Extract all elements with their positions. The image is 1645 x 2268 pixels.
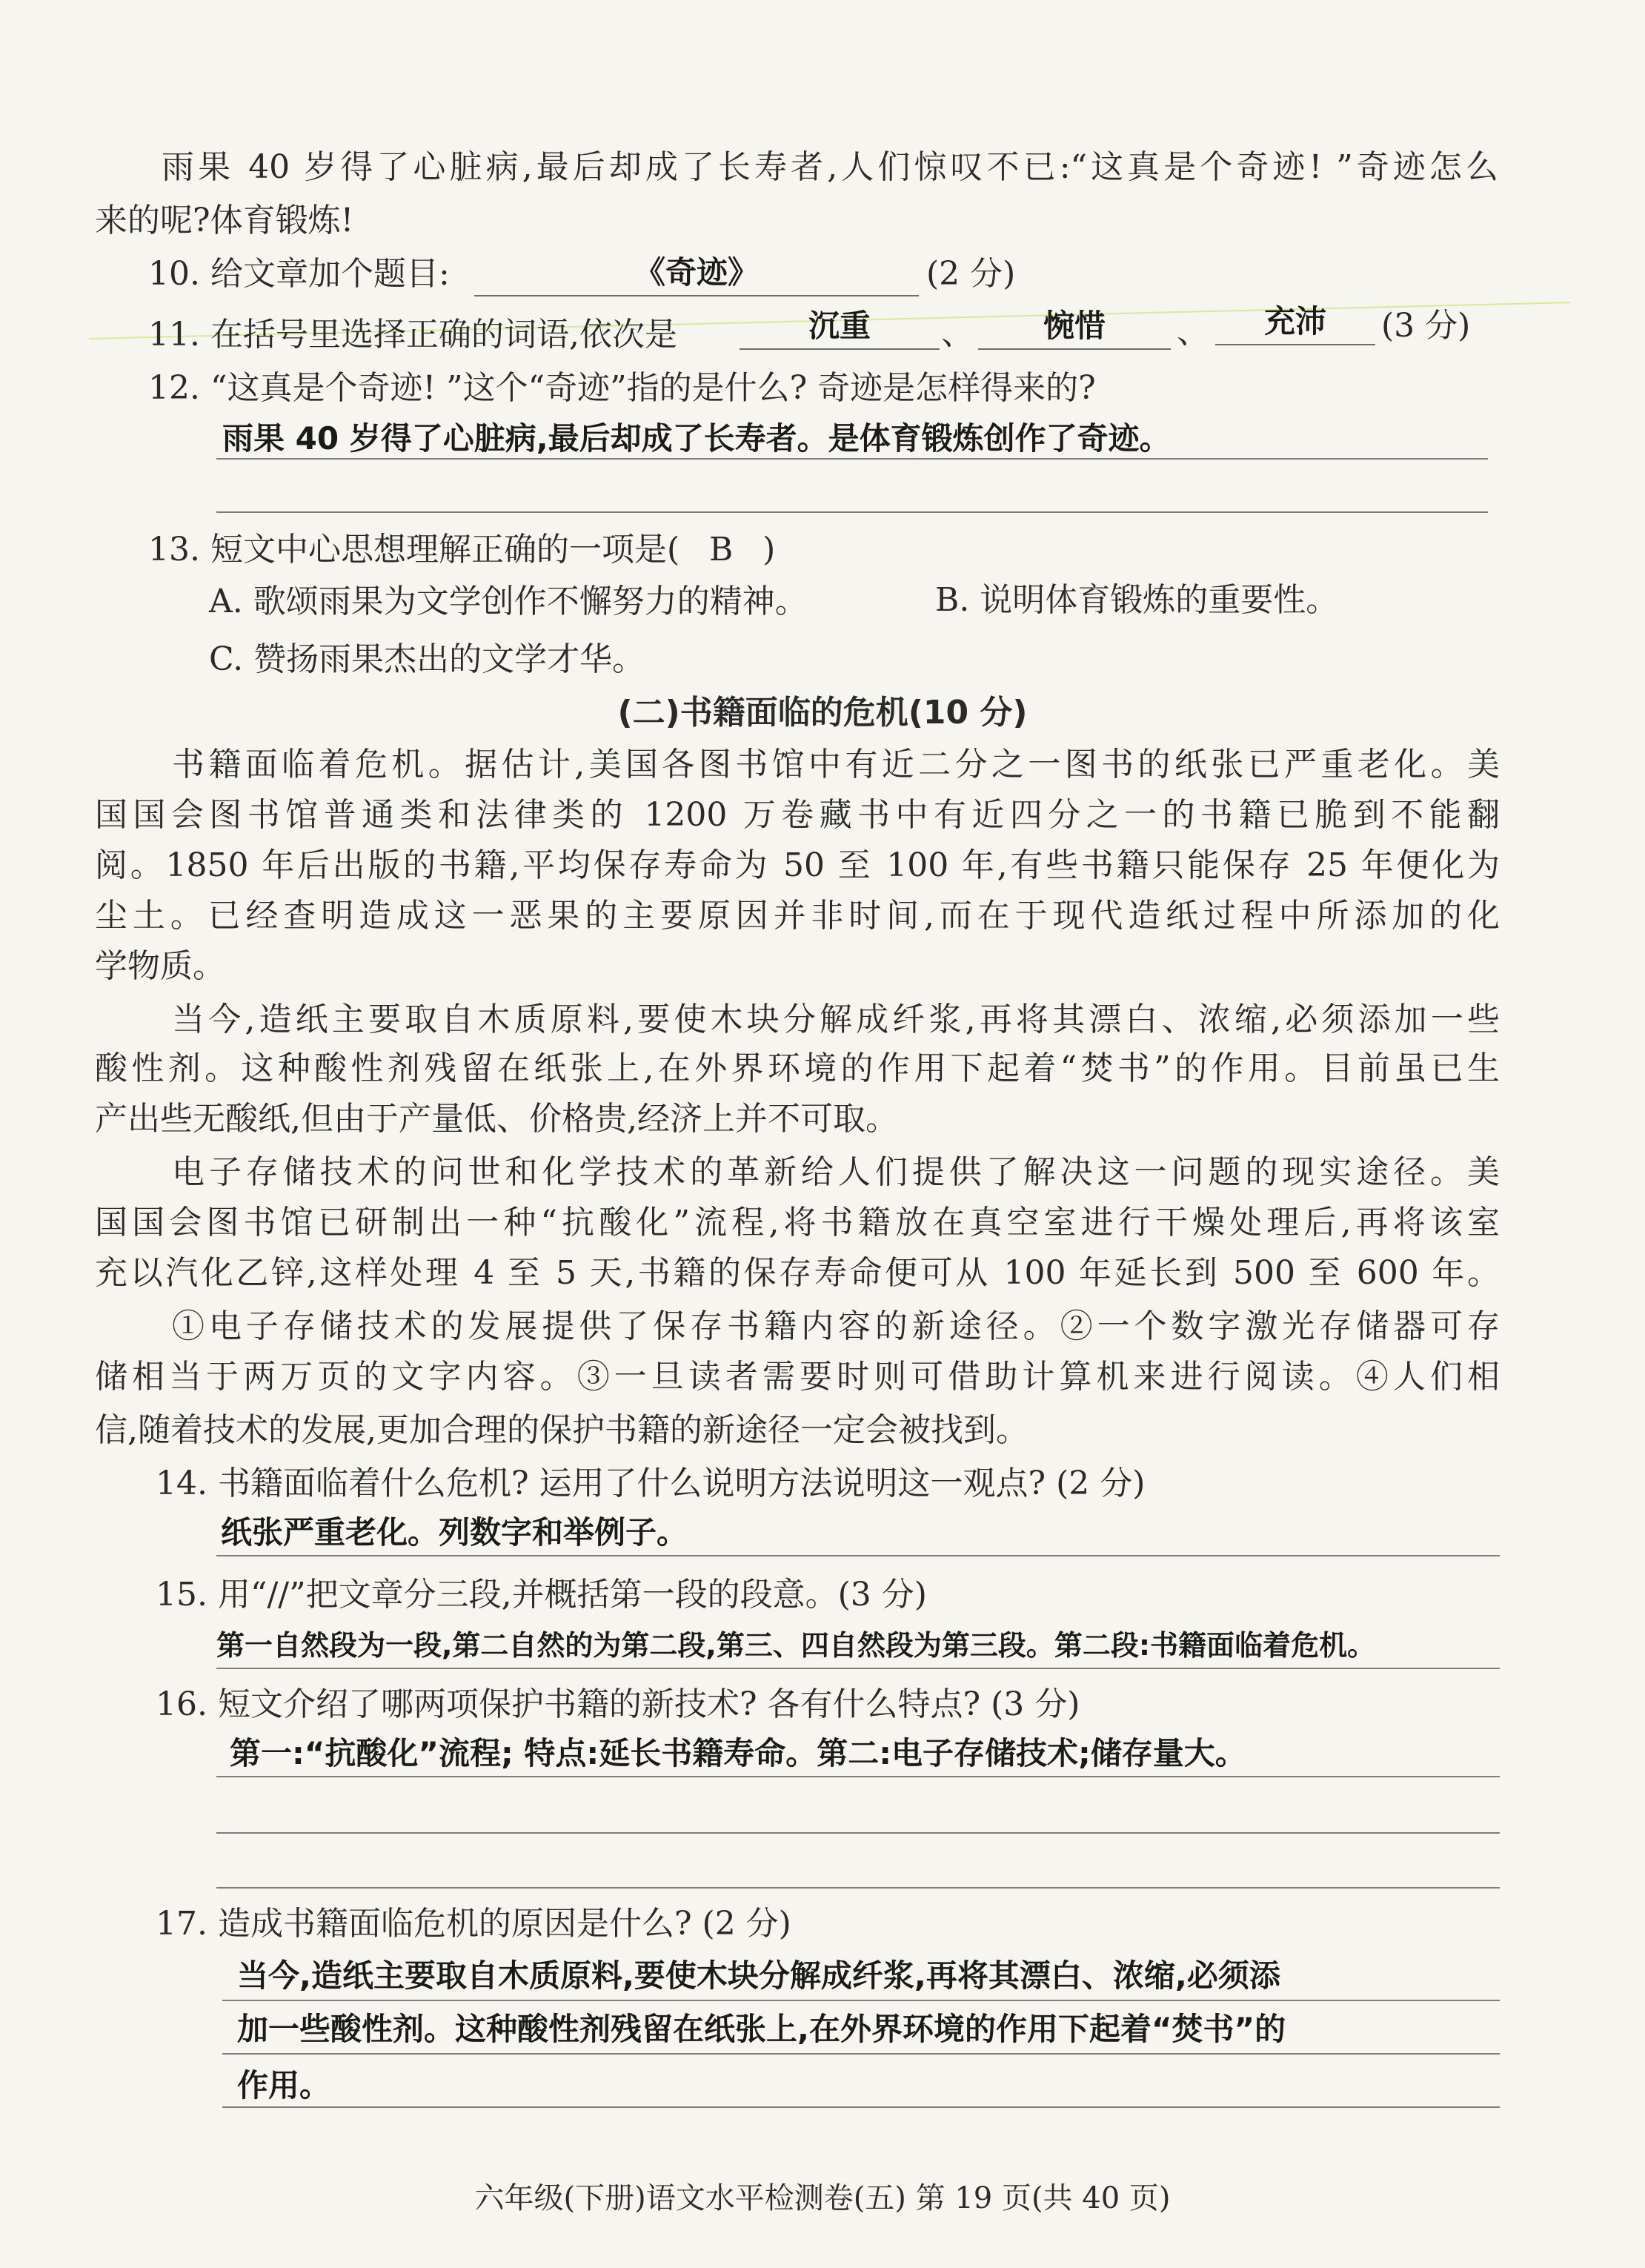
- q13-prompt: [148, 528, 775, 572]
- passage2-line: 充以汽化乙锌,这样处理 4 至 5 天,书籍的保存寿命便可从 100 年延长到 500 至 600 年。: [95, 1254, 1500, 1292]
- q13-prompt-start: 13. 短文中心思想理解正确的一项是(: [148, 531, 680, 568]
- passage2-line: 尘土。已经查明造成这一恶果的主要原因并非时间,而在于现代造纸过程中所添加的化: [95, 897, 1500, 935]
- passage2-line: 储相当于两万页的文字内容。③一旦读者需要时则可借助计算机来进行阅读。④人们相: [95, 1358, 1500, 1396]
- passage2-line: 酸性剂。这种酸性剂残留在纸张上,在外界环境的作用下起着“焚书”的作用。目前虽已生: [95, 1050, 1500, 1087]
- q15-prompt: 15. 用“//”把文章分三段,并概括第一段的段意。(3 分): [156, 1576, 927, 1614]
- passage2-line: 国国会图书馆普通类和法律类的 1200 万卷藏书中有近四分之一的书籍已脆到不能翻: [95, 796, 1500, 834]
- q11-answer-blank-1[interactable]: 沉重: [740, 304, 940, 350]
- section-title: (二)书籍面临的危机(10 分): [617, 694, 1028, 732]
- q12-prompt: 12. “这真是个奇迹! ”这个“奇迹”指的是什么? 奇迹是怎样得来的?: [148, 369, 1096, 407]
- answer-line: [216, 1887, 1500, 1889]
- q14-answer[interactable]: 纸张严重老化。列数字和举例子。: [221, 1514, 688, 1551]
- q11-answer-blank-2[interactable]: 惋惜: [978, 304, 1171, 350]
- q10-prompt: 10. 给文章加个题目:: [148, 255, 450, 293]
- passage2-line: 电子存储技术的问世和化学技术的革新给人们提供了解决这一问题的现实途径。美: [172, 1153, 1500, 1191]
- q13-prompt-end: ): [762, 531, 776, 568]
- answer-line: [216, 458, 1488, 460]
- passage2-line: 产出些无酸纸,但由于产量低、价格贵,经济上并不可取。: [95, 1100, 898, 1138]
- q13-option-c: C. 赞扬雨果杰出的文学才华。: [209, 640, 645, 678]
- passage2-line: ①电子存储技术的发展提供了保存书籍内容的新途径。②一个数字激光存储器可存: [172, 1307, 1500, 1345]
- passage1-line: 来的呢?体育锻炼!: [95, 202, 354, 239]
- answer-line: [216, 1776, 1500, 1777]
- answer-line: [222, 2106, 1500, 2108]
- q10-answer-blank[interactable]: 《奇迹》: [474, 251, 919, 296]
- q11-prompt: 11. 在括号里选择正确的词语,依次是: [148, 316, 677, 354]
- page-footer: 六年级(下册)语文水平检测卷(五) 第 19 页(共 40 页): [474, 2181, 1171, 2215]
- q17-answer-line[interactable]: 当今,造纸主要取自木质原料,要使木块分解成纤浆,再将其漂白、浓缩,必须添: [237, 1957, 1280, 1994]
- answer-line: [216, 511, 1488, 513]
- q11-separator: 、: [1177, 313, 1209, 351]
- answer-line: [222, 2053, 1500, 2055]
- q16-prompt: 16. 短文介绍了哪两项保护书籍的新技术? 各有什么特点? (3 分): [156, 1685, 1080, 1723]
- passage2-line: 当今,造纸主要取自木质原料,要使木块分解成纤浆,再将其漂白、浓缩,必须添加一些: [172, 1001, 1500, 1038]
- answer-line: [222, 2000, 1500, 2001]
- q17-answer-line[interactable]: 作用。: [237, 2067, 331, 2103]
- passage2-line: 书籍面临着危机。据估计,美国各图书馆中有近二分之一图书的纸张已严重老化。美: [172, 746, 1500, 783]
- q15-answer[interactable]: 第一自然段为一段,第二自然的为第二段,第三、四自然段为第三段。第二段:书籍面临着危机。: [216, 1629, 1376, 1662]
- passage1-line: 雨果 40 岁得了心脏病,最后却成了长寿者,人们惊叹不已:“这真是个奇迹! ”奇迹怎么: [162, 148, 1498, 186]
- q13-option-b: B. 说明体育锻炼的重要性。: [935, 581, 1339, 619]
- q16-answer[interactable]: 第一:“抗酸化”流程; 特点:延长书籍寿命。第二:电子存储技术;储存量大。: [230, 1735, 1246, 1771]
- passage2-line: 阅。1850 年后出版的书籍,平均保存寿命为 50 至 100 年,有些书籍只能保存 25 年便化为: [95, 846, 1500, 884]
- passage2-line: 国国会图书馆已研制出一种“抗酸化”流程,将书籍放在真空室进行干燥处理后,再将该室: [95, 1204, 1500, 1241]
- q17-prompt: 17. 造成书籍面临危机的原因是什么? (2 分): [156, 1905, 791, 1943]
- q11-answer-blank-3[interactable]: 充沛: [1215, 299, 1375, 345]
- answer-line: [216, 1555, 1500, 1556]
- answer-line: [216, 1668, 1500, 1669]
- q13-answer[interactable]: B: [708, 531, 734, 568]
- q17-answer-line[interactable]: 加一些酸性剂。这种酸性剂残留在纸张上,在外界环境的作用下起着“焚书”的: [237, 2011, 1286, 2047]
- q11-score: (3 分): [1381, 307, 1471, 345]
- q14-prompt: 14. 书籍面临着什么危机? 运用了什么说明方法说明这一观点? (2 分): [156, 1465, 1146, 1502]
- q11-separator: 、: [941, 314, 974, 352]
- answer-line: [216, 1832, 1500, 1834]
- q13-option-a: A. 歌颂雨果为文学创作不懈努力的精神。: [209, 583, 808, 620]
- q10-score: (2 分): [926, 255, 1016, 293]
- passage2-line: 信,随着技术的发展,更加合理的保护书籍的新途径一定会被找到。: [95, 1411, 1028, 1449]
- q12-answer[interactable]: 雨果 40 岁得了心脏病,最后却成了长寿者。是体育锻炼创作了奇迹。: [222, 420, 1171, 457]
- passage2-line: 学物质。: [95, 947, 225, 985]
